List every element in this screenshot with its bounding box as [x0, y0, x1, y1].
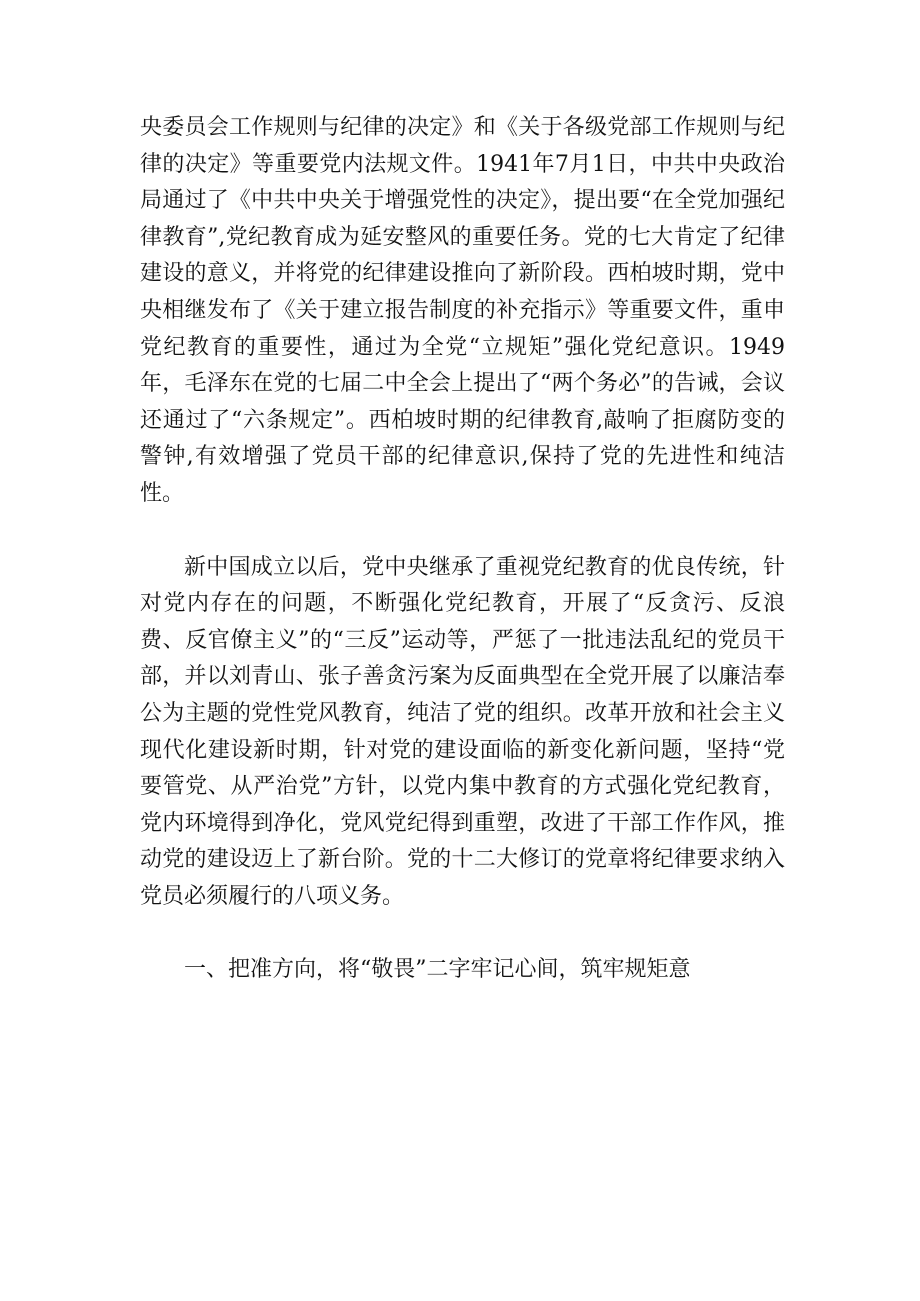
paragraph-discipline-history-yanan-xibaipo: 央委员会工作规则与纪律的决定》和《关于各级党部工作规则与纪律的决定》等重要党内法规文件。1941年7月1日，中共中央政治局通过了《中共中央关于增强党性的决定》，提出要“在全党加强纪律教育”,党纪教育成为延安整风的重要任务。党的七大肯定了纪律建设的意义，并将党的纪律建设推向了新阶段。西柏坡时期，党中央相继发布了《关于建立报告制度的补充指示》等重要文件，重申党纪教育的重要性，通过为全党“立规矩”强化党纪意识。1949年，毛泽东在党的七届二中全会上提出了“两个务必”的告诫，会议还通过了“六条规定”。西柏坡时期的纪律教育,敲响了拒腐防变的警钟,有效增强了党员干部的纪律意识,保持了党的先进性和纯洁性。 — [140, 115, 785, 506]
paragraph-discipline-history-new-china: 新中国成立以后，党中央继承了重视党纪教育的优良传统，针对党内存在的问题，不断强化党纪教育，开展了“反贪污、反浪费、反官僚主义”的“三反”运动等，严惩了一批违法乱纪的党员干部，并以刘青山、张子善贪污案为反面典型在全党开展了以廉洁奉公为主题的党性党风教育，纯洁了党的组织。改革开放和社会主义现代化建设新时期，针对党的建设面临的新变化新问题，坚持“党要管党、从严治党”方针，以党内集中教育的方式强化党纪教育，党内环境得到净化，党风党纪得到重塑，改进了干部工作作风，推动党的建设迈上了新台阶。党的十二大修订的党章将纪律要求纳入党员必须履行的八项义务。 — [140, 554, 785, 909]
document-body — [140, 110, 785, 989]
section-heading: 一、把准方向，将“敬畏”二字牢记心间，筑牢规矩意 — [184, 957, 691, 983]
